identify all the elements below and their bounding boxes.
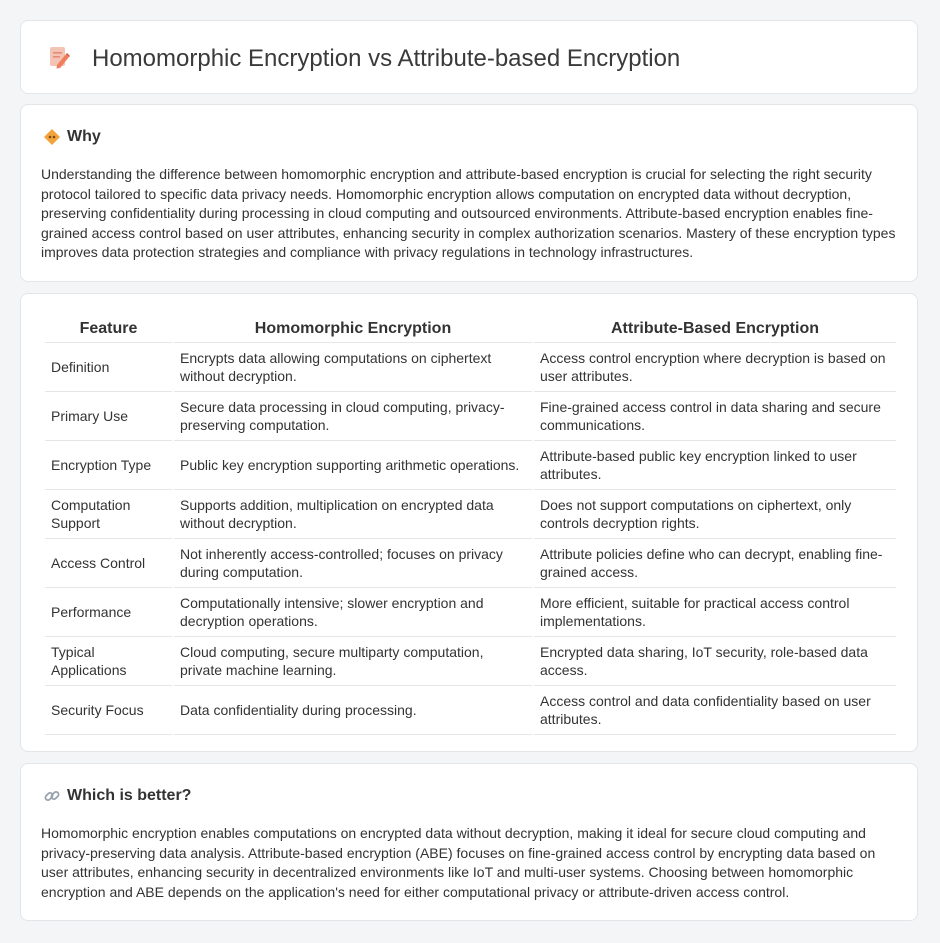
feature-cell: Security Focus: [45, 686, 172, 735]
table-row: [45, 343, 896, 392]
table-row: [45, 441, 896, 490]
attribute-based-cell: Attribute-based public key encryption linked to user attributes.: [534, 441, 896, 490]
why-section: [20, 104, 918, 282]
table-row: [45, 539, 896, 588]
document-pencil-icon: [47, 45, 71, 71]
attribute-based-cell: Access control and data confidentiality based on user attributes.: [534, 686, 896, 735]
feature-cell: Access Control: [45, 539, 172, 588]
homomorphic-cell: Data confidentiality during processing.: [174, 686, 532, 735]
attribute-based-cell: More efficient, suitable for practical access control implementations.: [534, 588, 896, 637]
why-heading: Why: [67, 128, 101, 145]
header-feature: Feature: [45, 314, 172, 343]
feature-cell: Performance: [45, 588, 172, 637]
comparison-card: [20, 293, 918, 752]
homomorphic-cell: Supports addition, multiplication on encrypted data without decryption.: [174, 490, 532, 539]
attribute-based-cell: Access control encryption where decryption is based on user attributes.: [534, 343, 896, 392]
feature-cell: Definition: [45, 343, 172, 392]
title-card: [20, 20, 918, 94]
table-header-row: [45, 314, 896, 343]
feature-cell: Computation Support: [45, 490, 172, 539]
homomorphic-cell: Public key encryption supporting arithmetic operations.: [174, 441, 532, 490]
better-heading: Which is better?: [67, 787, 192, 804]
bulb-icon: [43, 128, 61, 146]
attribute-based-cell: Fine-grained access control in data sharing and secure communications.: [534, 392, 896, 441]
table-row: [45, 637, 896, 686]
better-heading-row: [43, 786, 191, 806]
which-is-better-section: [20, 763, 918, 921]
attribute-based-cell: Does not support computations on ciphertext, only controls decryption rights.: [534, 490, 896, 539]
better-text: Homomorphic encryption enables computations on encrypted data without decryption, making it ideal for secure cloud computing and privacy-preserving data analysis. Attribute-based encryption (ABE) focuses on fine-grained access control by encrypting data based on user attributes, enhancing security in decentralized environments like IoT and multi-user systems. Choosing between homomorphic encryption and ABE depends on the application's need for either computational privacy or attribute-driven access control.: [41, 825, 876, 900]
link-icon: [43, 787, 61, 805]
attribute-based-cell: Attribute policies define who can decrypt, enabling fine-grained access.: [534, 539, 896, 588]
page-title: Homomorphic Encryption vs Attribute-based Encryption: [92, 45, 681, 72]
homomorphic-cell: Cloud computing, secure multiparty computation, private machine learning.: [174, 637, 532, 686]
table-row: [45, 588, 896, 637]
feature-cell: Typical Applications: [45, 637, 172, 686]
attribute-based-cell: Encrypted data sharing, IoT security, role-based data access.: [534, 637, 896, 686]
feature-cell: Encryption Type: [45, 441, 172, 490]
feature-cell: Primary Use: [45, 392, 172, 441]
comparison-table: [43, 314, 898, 735]
homomorphic-cell: Secure data processing in cloud computing, privacy-preserving computation.: [174, 392, 532, 441]
homomorphic-cell: Not inherently access-controlled; focuses on privacy during computation.: [174, 539, 532, 588]
table-row: [45, 392, 896, 441]
homomorphic-cell: Encrypts data allowing computations on ciphertext without decryption.: [174, 343, 532, 392]
table-row: [45, 686, 896, 735]
why-text: Understanding the difference between homomorphic encryption and attribute-based encryption is crucial for selecting the right security protocol tailored to specific data privacy needs. Homomorphic encryption allows computation on encrypted data without decryption, preserving confidentiality during processing in cloud computing and outsourced environments. Attribute-based encryption enables fine-grained access control based on user attributes, enhancing security in complex authorization scenarios. Mastery of these encryption types improves data protection strategies and compliance with privacy regulations in technology infrastructures.: [41, 166, 896, 261]
header-homomorphic: Homomorphic Encryption: [174, 314, 532, 343]
homomorphic-cell: Computationally intensive; slower encryption and decryption operations.: [174, 588, 532, 637]
header-attribute-based: Attribute-Based Encryption: [534, 314, 896, 343]
table-row: [45, 490, 896, 539]
why-heading-row: [43, 127, 101, 147]
